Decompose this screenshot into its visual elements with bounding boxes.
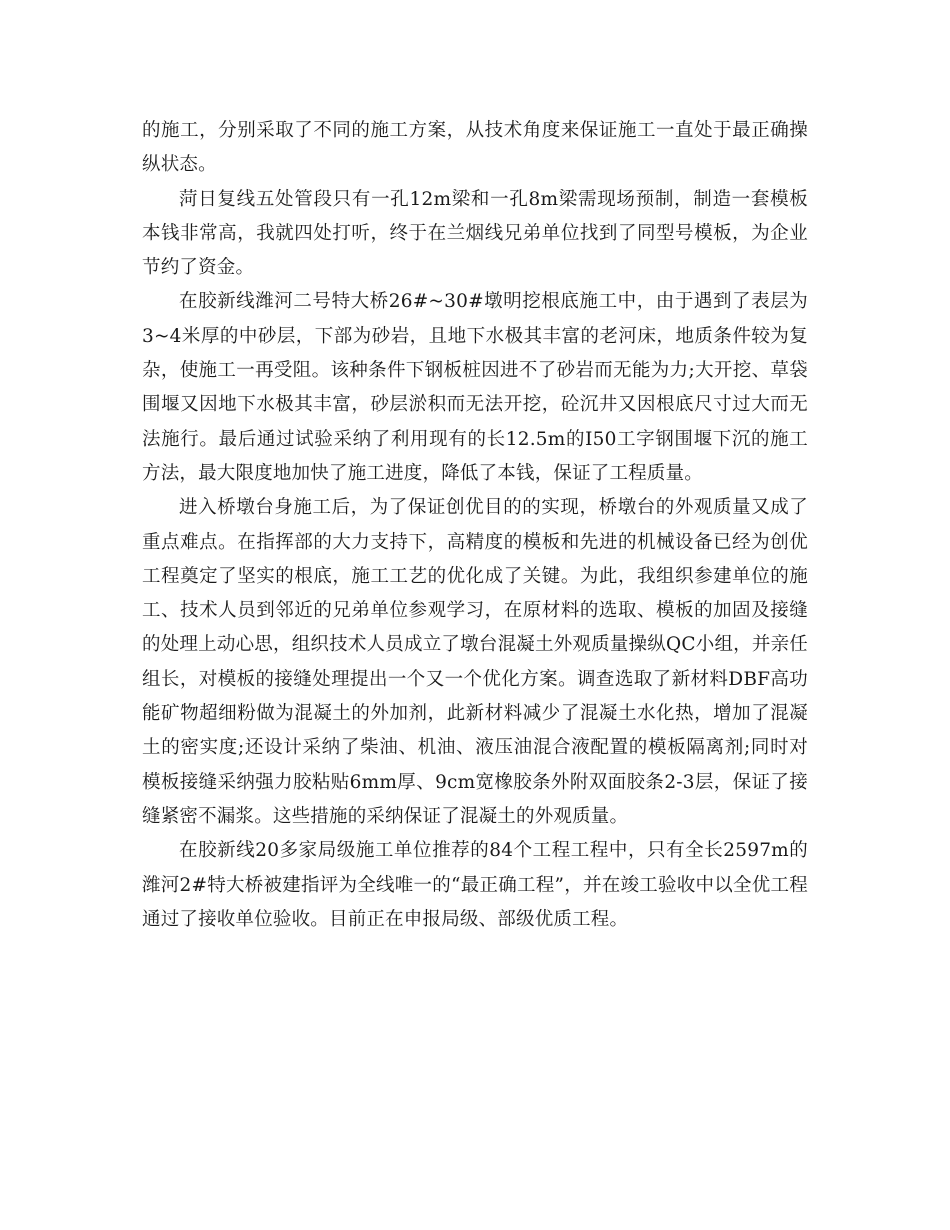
paragraph-continuation: 的施工，分别采取了不同的施工方案，从技术角度来保证施工一直处于最正确操纵状态。 bbox=[142, 120, 808, 176]
paragraph-foundation-construction: 在胶新线潍河二号特大桥26#~30#墩明挖根底施工中，由于遇到了表层为3~4米厚的中砂层，下部为砂岩，且地下水极其丰富的老河床，地质条件较为复杂，使施工一再受阻。该种条件下钢板桩因进不了砂岩而无能为力;大开挖、草袋围堰又因地下水极其丰富，砂层淤积而无法开挖，砼沉井又因根底尺寸过大而无法施行。最后通过试验采纳了利用现有的长12.5m的I50工字钢围堰下沉的施工方法，最大限度地加快了施工进度，降低了本钱，保证了工程质量。 bbox=[142, 291, 808, 484]
paragraph-project-award: 在胶新线20多家局级施工单位推荐的84个工程工程中，只有全长2597m的潍河2#特大桥被建指评为全线唯一的“最正确工程”，并在竣工验收中以全优工程通过了接收单位验收。目前正在申报局级、部级优质工程。 bbox=[142, 840, 808, 930]
paragraph-pier-quality: 进入桥墩台身施工后，为了保证创优目的的实现，桥墩台的外观质量又成了重点难点。在指挥部的大力支持下，高精度的模板和先进的机械设备已经为创优工程奠定了坚实的根底，施工工艺的优化成了关键。为此，我组织参建单位的施工、技术人员到邻近的兄弟单位参观学习，在原材料的选取、模板的加固及接缝的处理上动心思，组织技术人员成立了墩台混凝土外观质量操纵QC小组，并亲任组长，对模板的接缝处理提出一个又一个优化方案。调查选取了新材料DBF高功能矿物超细粉做为混凝土的外加剂，此新材料减少了混凝土水化热，增加了混凝土的密实度;还设计采纳了柴油、机油、液压油混合液配置的模板隔离剂;同时对模板接缝采纳强力胶粘贴6mm厚、9cm宽橡胶条外附双面胶条2-3层，保证了接缝紧密不漏浆。这些措施的采纳保证了混凝土的外观质量。 bbox=[142, 497, 808, 827]
paragraph-template-procurement: 菏日复线五处管段只有一孔12m梁和一孔8m梁需现场预制，制造一套模板本钱非常高，我就四处打听，终于在兰烟线兄弟单位找到了同型号模板，为企业节约了资金。 bbox=[142, 188, 808, 279]
document-body bbox=[142, 114, 808, 937]
